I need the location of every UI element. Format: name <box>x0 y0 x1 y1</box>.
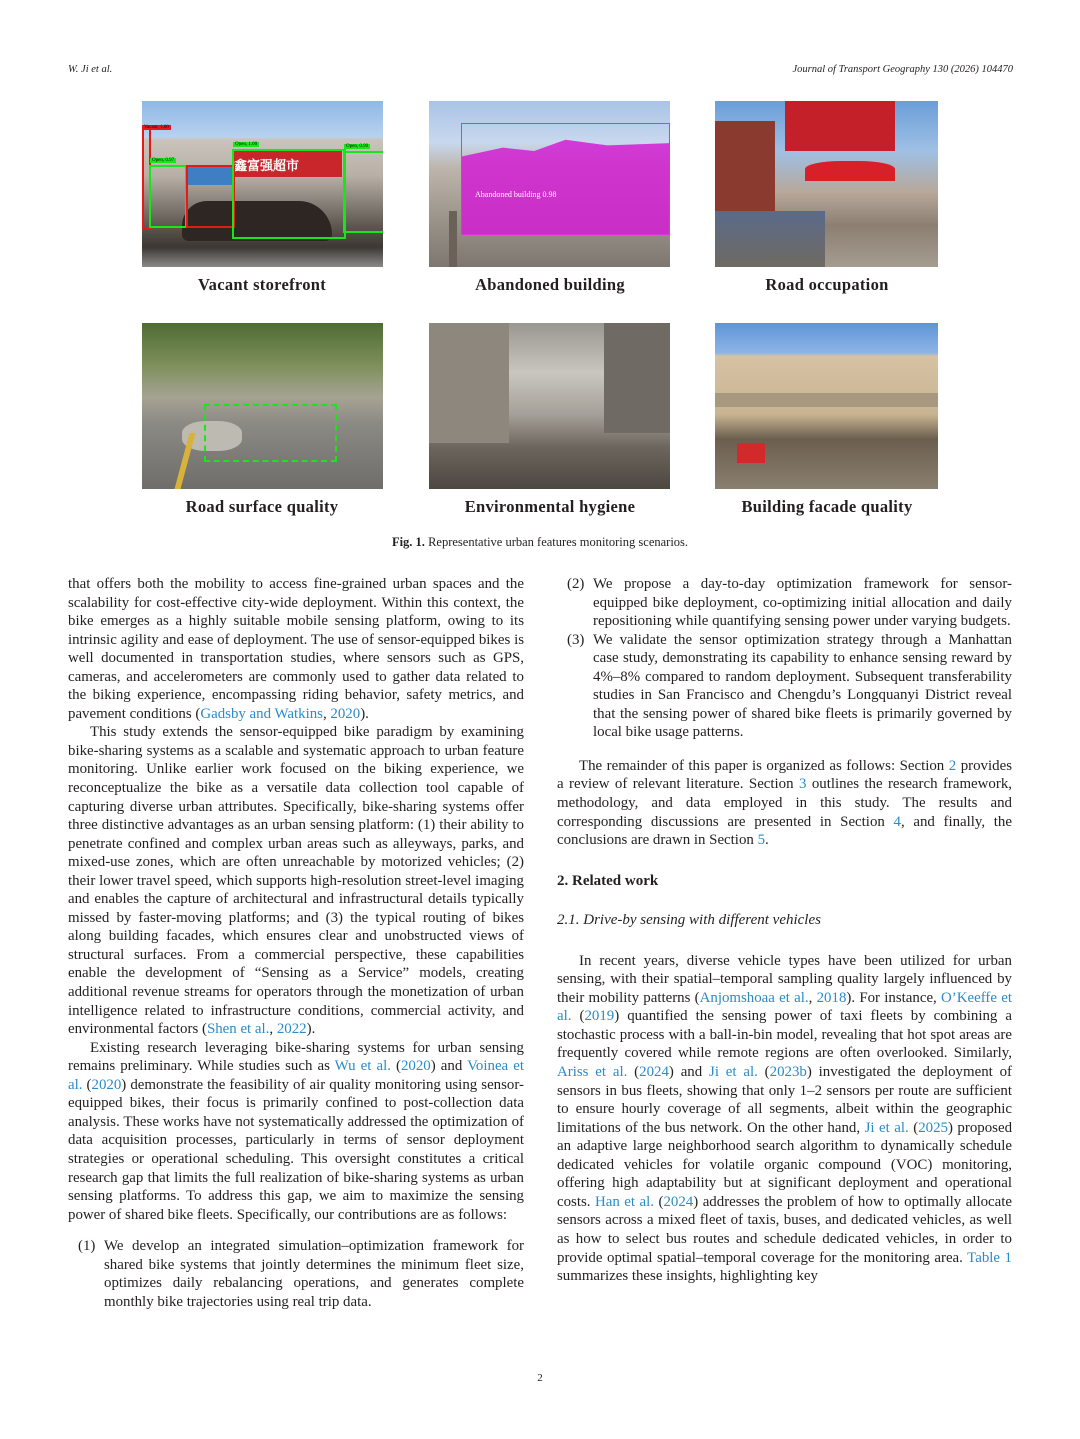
citation-link[interactable]: 4 <box>893 813 901 830</box>
body-text: This study extends the sensor-equipped bike paradigm by examining bike-sharing systems as a scalable and systematic approach to urban feature monitoring. Unlike earlier work focused on the biking experience, we reconceptualize the bike as a versatile data collection tool capable of capturing diverse urban attributes. Specifically, bike-sharing systems offer three distinctive advantages as an urban sensing platform: (1) their ability to penetrate confined and complex urban areas such as alleyways, parks, and mixed-use zones, which are often unreachable by motorized vehicles; (2) their lower travel speed, which supports high-resolution street-level imaging and enables the capture of architectural and infrastructural details typically missed by faster-moving platforms; and (3) the typical routing of bikes along building facades, which ensures clear and unobstructed views of structural surfaces. From a commercial perspective, these capabilities enable the development of “Sensing as a Service” models, creating additional revenue streams for operators through the monetization of urban intelligence related to infrastructure conditions, commercial activity, and environmental factors ( <box>68 724 524 1038</box>
list-number: (1) <box>78 1238 96 1255</box>
list-number: (2) <box>567 576 585 592</box>
left-column <box>68 575 524 1311</box>
citation-link[interactable]: 2024 <box>639 1064 669 1081</box>
citation-link[interactable]: 2022 <box>276 1021 307 1038</box>
running-header-authors: W. Ji et al. <box>68 64 113 75</box>
body-text: ) and <box>668 1064 710 1081</box>
body-text: ( <box>82 1076 92 1093</box>
figure-caption-text: Representative urban features monitoring scenarios. <box>428 535 689 549</box>
paragraph <box>68 723 524 1038</box>
citation-link[interactable]: 2018 <box>816 989 847 1006</box>
body-text: ) quantified the sensing power of taxi fleets by combining a stochastic process with a ball-in-bin model, revealing that hot spot areas are frequently covered while remote regions are often overlooked. Similarly, <box>557 1008 1012 1062</box>
photo-road-occupation <box>715 101 938 267</box>
body-text: The remainder of this paper is organized as follows: Section <box>579 757 949 774</box>
body-text: ( <box>654 1193 664 1210</box>
citation-link[interactable]: 2 <box>948 757 957 774</box>
citation-link[interactable]: 2025 <box>918 1119 948 1136</box>
body-text: ). For instance, <box>846 989 942 1006</box>
citation-link[interactable]: 3 <box>798 776 807 793</box>
citation-link[interactable]: 2020 <box>400 1058 431 1075</box>
photo-building-facade-quality <box>715 323 938 489</box>
body-text: ( <box>390 1058 401 1075</box>
caption-road-surface-quality: Road surface quality <box>185 497 339 516</box>
citation-link[interactable]: Shen et al. <box>206 1021 270 1038</box>
citation-link[interactable]: 2024 <box>663 1193 694 1210</box>
body-text: . <box>765 832 769 849</box>
body-text: Existing research leveraging bike-sharing systems for urban sensing remains preliminary. While studies such as <box>68 1039 524 1075</box>
list-number: (3) <box>567 631 585 648</box>
citation-link[interactable]: 2019 <box>584 1008 615 1025</box>
list-item <box>557 631 1012 742</box>
body-text: ) proposed an adaptive large neighborhood search algorithm to dynamically schedule dedicated vehicles for volatile organic compound (VOC) monitoring, offering high adaptability but at significant deployment and operational costs. <box>557 1119 1013 1210</box>
caption-road-occupation: Road occupation <box>765 275 889 294</box>
list-item <box>68 1237 524 1311</box>
list-item <box>557 575 1012 631</box>
citation-link[interactable]: 2020 <box>91 1076 122 1093</box>
body-text: ( <box>571 1008 585 1025</box>
body-text: ) addresses the problem of how to optimally allocate sensors across a mixed fleet of taxis, buses, and dedicated vehicles, as well as how to select bus routes and schedule dedicated vehicles, in order to provide optimal spatial–temporal coverage for the monitoring area. <box>557 1193 1013 1266</box>
citation-link[interactable]: Ji et al. <box>709 1064 758 1081</box>
list-text: We propose a day-to-day optimization framework for sensor-equipped bike deployment, co-optimizing initial allocation and daily repositioning while quantifying sensing power under varying budgets. <box>593 576 1012 630</box>
body-text: ) investigated the deployment of sensors in bus fleets, showing that only 1–2 sensors per route are sufficient to ensure hourly coverage of all segments, albeit within the geographic limitations of the bus network. On the other hand, <box>557 1064 1013 1136</box>
body-text: In recent years, diverse vehicle types have been utilized for urban sensing, with their spatial–temporal sampling quality largely influenced by their mobility patterns ( <box>557 952 1012 1006</box>
running-header-journal: Journal of Transport Geography 130 (2026) 104470 <box>792 64 1013 75</box>
paragraph <box>68 575 524 723</box>
body-text: ( <box>757 1064 770 1081</box>
body-text: , <box>808 989 817 1006</box>
body-text: summarizes these insights, highlighting key <box>557 1268 818 1285</box>
contributions-list <box>68 1237 524 1311</box>
citation-link[interactable]: Wu et al. <box>334 1058 391 1075</box>
citation-link[interactable]: Anjomshoaa et al. <box>699 989 809 1006</box>
photo-vacant-storefront: 鑫富强超市 Vacant, 1.00 Open, 0.97 Open, 1.00 Open, 0.99 <box>142 101 383 267</box>
citation-link[interactable]: Ariss et al. <box>557 1064 628 1081</box>
body-text: , <box>269 1021 277 1038</box>
citation-link[interactable]: 5 <box>757 832 766 849</box>
paragraph <box>557 757 1012 850</box>
body-text: , <box>322 705 331 722</box>
citation-link[interactable]: Voinea et al. <box>68 1058 524 1093</box>
citation-link[interactable]: O’Keeffe et al. <box>557 989 1012 1025</box>
caption-environmental-hygiene: Environmental hygiene <box>464 497 636 516</box>
body-text: ). <box>306 1021 316 1038</box>
section-heading: 2. Related work <box>557 872 659 889</box>
body-text: ( <box>908 1119 919 1136</box>
citation-link[interactable]: Table 1 <box>967 1249 1012 1266</box>
body-text: ) demonstrate the feasibility of air quality monitoring using sensor-equipped bikes, their focus is primarily confined to post-collection data analysis. These works have not systematically addressed the optimization of data acquisition processes, particularly in terms of sensor deployment strategies or operational scheduling. This oversight constitutes a critical research gap that limits the full realization of bike-sharing systems as urban sensing platforms. To address this gap, we aim to maximize the sensing power of shared bike fleets. Specifically, our contributions are as follows: <box>68 1076 524 1223</box>
citation-link[interactable]: 2023b <box>769 1064 807 1081</box>
body-text: ) and <box>430 1058 468 1075</box>
citation-link[interactable]: Ji et al. <box>864 1119 909 1136</box>
citation-link[interactable]: Han et al. <box>595 1193 655 1210</box>
body-text: outlines the research framework, methodology, and data employed in this study. The results and corresponding discussions are presented in Section <box>557 776 1012 830</box>
caption-abandoned-building: Abandoned building <box>475 275 625 294</box>
list-text: We validate the sensor optimization strategy through a Manhattan case study, demonstrating its capability to enhance sensing reward by 4%–8% compared to random deployment. Subsequent transferability studies in San Francisco and Chengdu’s Longquanyi District reveal that the sensing power of shared bike fleets is primarily governed by local bike usage patterns. <box>593 631 1012 741</box>
caption-vacant-storefront: Vacant storefront <box>197 275 327 294</box>
figure-label: Fig. 1. <box>391 535 425 549</box>
figure-caption <box>0 535 1080 550</box>
right-column <box>557 575 1012 1286</box>
page-number: 2 <box>537 1372 543 1384</box>
citation-link[interactable]: 2020 <box>330 705 361 722</box>
contributions-list <box>557 575 1012 742</box>
paragraph <box>557 952 1012 1286</box>
body-text: that offers both the mobility to access fine-grained urban spaces and the scalability for cost-effective city-wide deployment. Within this context, the bike emerges as a highly suitable mobile sensing platform, owing to its intrinsic agility and ease of deployment. The use of sensor-equipped bikes is well documented in transportation studies, where sensors such as GPS, cameras, and accelerometers are commonly used to gather data related to the biking experience, encompassing riding behavior, safety metrics, and pavement conditions ( <box>68 576 524 722</box>
list-text: We develop an integrated simulation–optimization framework for shared bike systems that jointly determines the minimum fleet size, optimizes daily rebalancing operations, and generates complete monthly bike trajectories using real trip data. <box>104 1238 524 1310</box>
paragraph <box>68 1039 524 1224</box>
body-text: ). <box>360 705 369 722</box>
photo-abandoned-building: Abandoned building 0.98 <box>429 101 670 267</box>
caption-building-facade-quality: Building facade quality <box>741 497 913 516</box>
photo-road-surface-quality <box>142 323 383 489</box>
body-text: , and finally, the conclusions are drawn in Section <box>557 813 1012 849</box>
photo-environmental-hygiene <box>429 323 670 489</box>
subsection-heading: 2.1. Drive-by sensing with different vehicles <box>557 912 821 929</box>
body-text: ( <box>627 1064 640 1081</box>
body-text: provides a review of relevant literature. Section <box>557 757 1012 793</box>
citation-link[interactable]: Gadsby and Watkins <box>200 705 323 722</box>
